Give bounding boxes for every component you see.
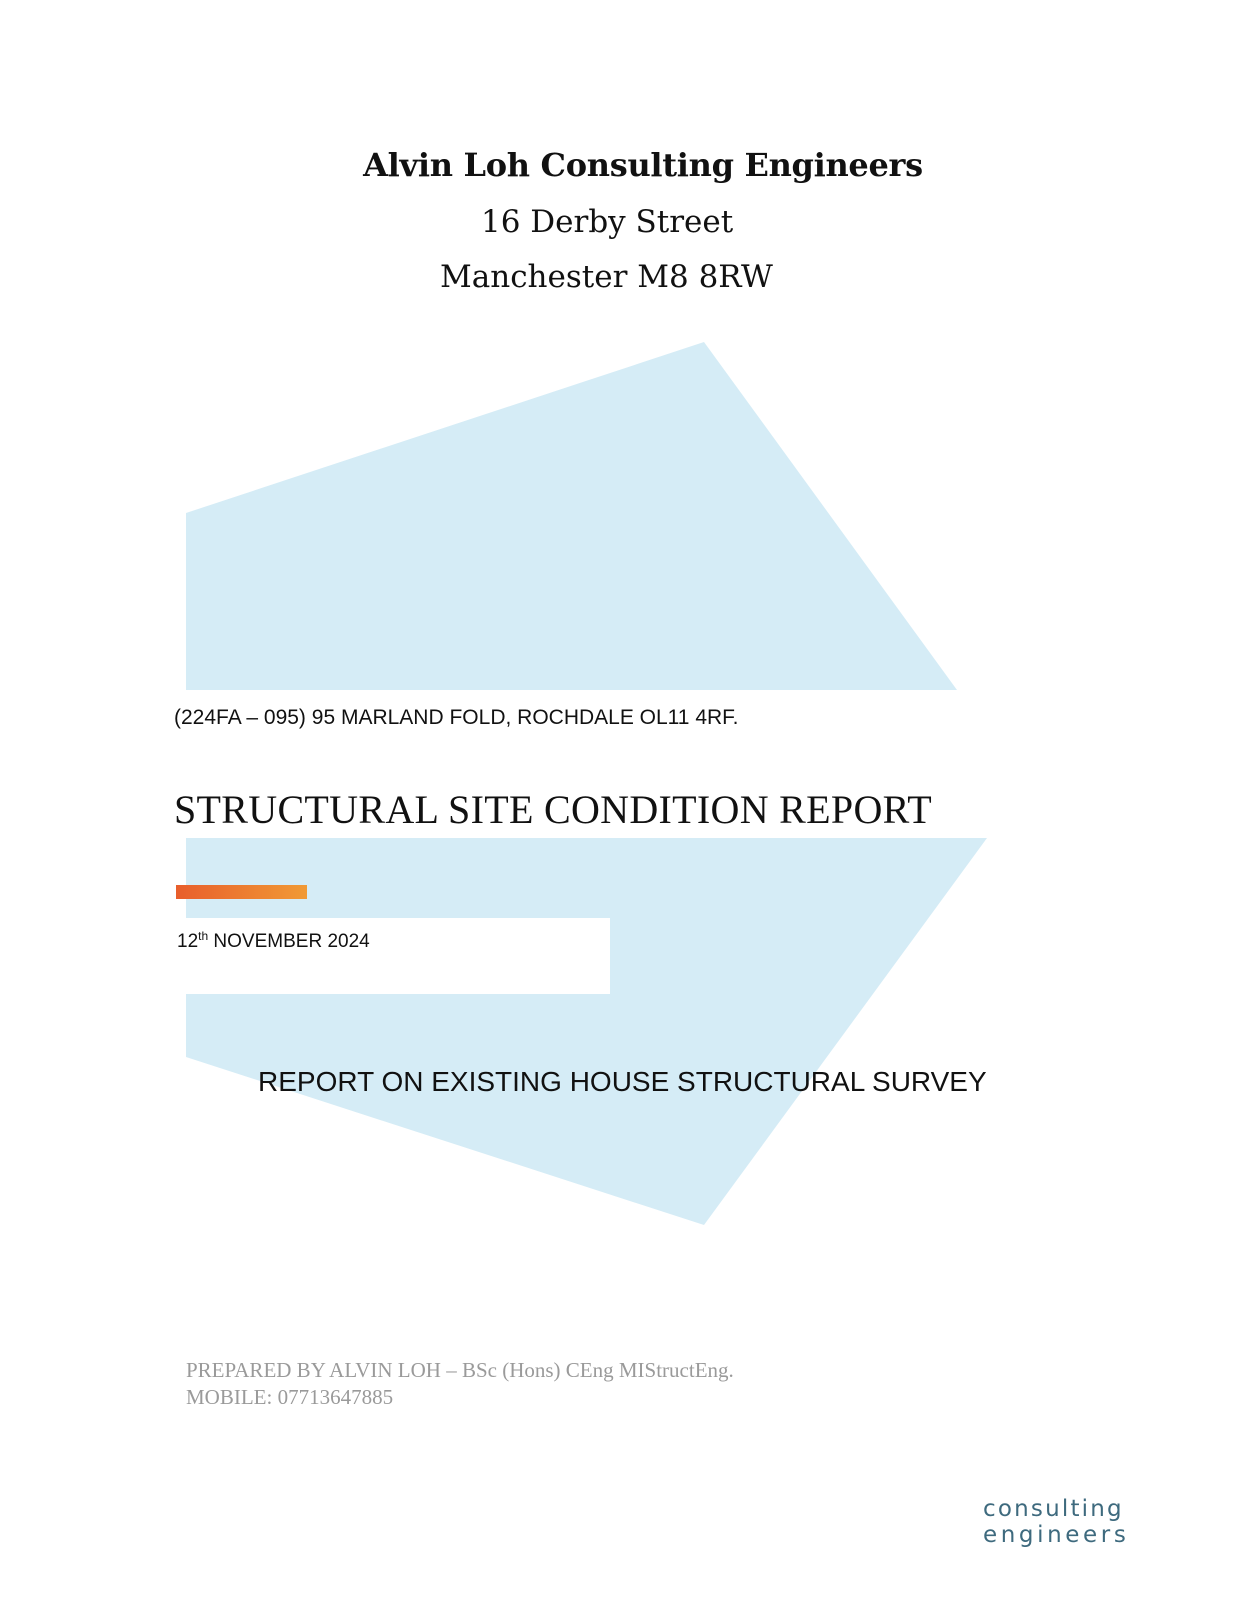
logo-text-consulting: consulting: [983, 1496, 1124, 1522]
upper-decorative-shape: [186, 342, 957, 690]
date-box: [186, 918, 610, 994]
prepared-by: PREPARED BY ALVIN LOH – BSc (Hons) CEng MIStructEng.: [186, 1358, 734, 1382]
report-date: [177, 931, 370, 953]
report-title: STRUCTURAL SITE CONDITION REPORT: [174, 787, 932, 832]
company-address-city: Manchester M8 8RW: [440, 259, 773, 295]
company-address-street: 16 Derby Street: [481, 204, 734, 240]
report-date-day: 12: [177, 931, 199, 952]
logo-text-engineers: engineers: [983, 1522, 1130, 1548]
report-subtitle: REPORT ON EXISTING HOUSE STRUCTURAL SURVEY: [258, 1066, 987, 1097]
accent-bar: [176, 885, 307, 899]
company-name: Alvin Loh Consulting Engineers: [363, 146, 923, 184]
project-reference: (224FA – 095) 95 MARLAND FOLD, ROCHDALE OL11 4RF.: [174, 706, 739, 729]
mobile-number: MOBILE: 07713647885: [186, 1385, 394, 1409]
report-date-rest: NOVEMBER 2024: [208, 931, 370, 952]
report-date-suffix: th: [198, 929, 209, 943]
